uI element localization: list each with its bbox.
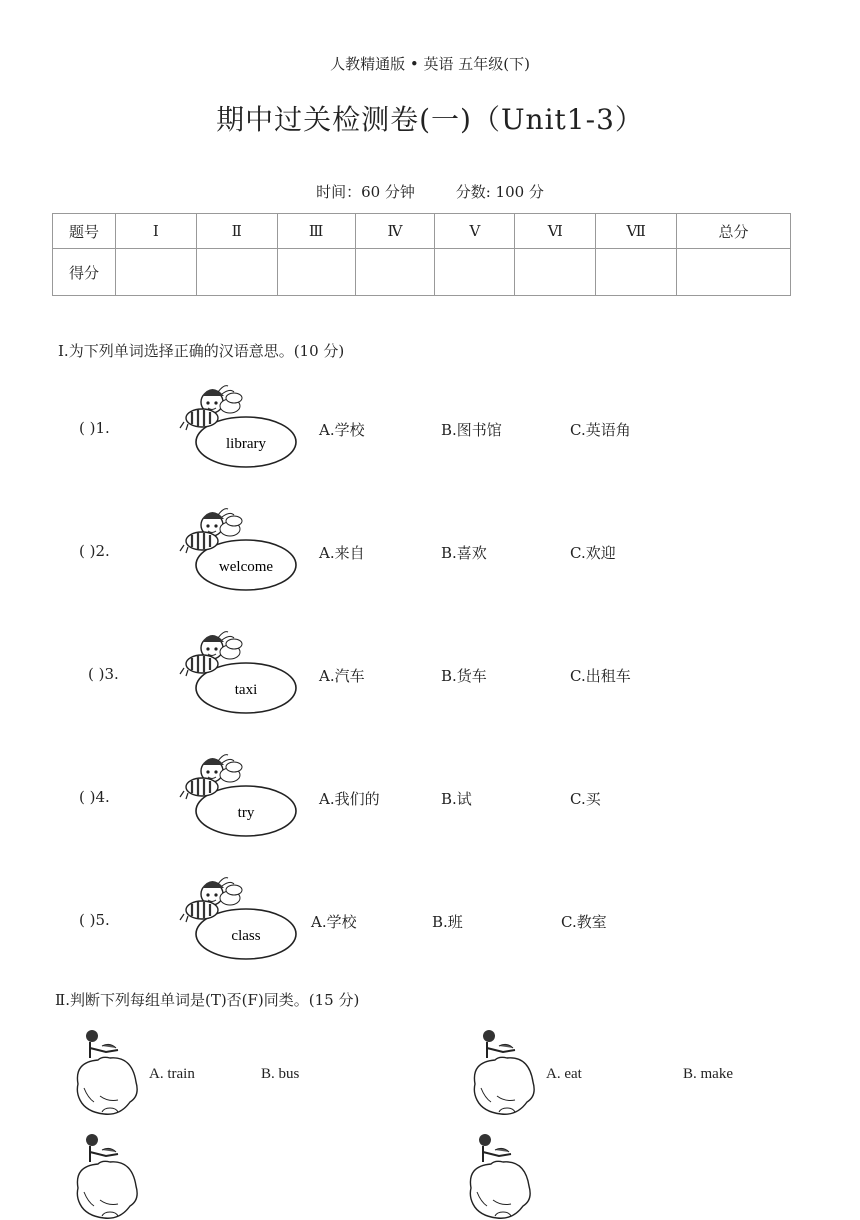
vocab-word: class xyxy=(231,928,261,944)
score-table xyxy=(52,213,791,296)
option-b: B.试 xyxy=(441,790,472,808)
total-score: 分数: 100 分 xyxy=(455,183,544,201)
score-header: Ⅲ xyxy=(277,214,355,249)
score-cell[interactable] xyxy=(435,249,515,296)
score-cell[interactable] xyxy=(355,249,435,296)
answer-blank[interactable]: ( )3. xyxy=(88,665,119,683)
score-header: Ⅳ xyxy=(355,214,435,249)
bee-sign-picture xyxy=(178,630,298,720)
answer-blank[interactable]: ( )2. xyxy=(79,542,110,560)
answer-blank[interactable]: ( )5. xyxy=(79,911,110,929)
score-table-header-row xyxy=(53,214,791,249)
score-header: 题号 xyxy=(53,214,116,249)
score-header: Ⅱ xyxy=(196,214,277,249)
exam-subtitle: 人教精通版 • 英语 五年级(下) xyxy=(330,55,530,73)
score-cell[interactable] xyxy=(196,249,277,296)
option-c: C.英语角 xyxy=(570,421,631,439)
mermaid-shell-picture xyxy=(72,1026,152,1116)
word-option-b: B. bus xyxy=(261,1066,300,1082)
question-row xyxy=(0,876,860,966)
score-header: Ⅶ xyxy=(596,214,677,249)
option-c: C.出租车 xyxy=(570,667,631,685)
bee-sign-picture xyxy=(178,384,298,474)
word-option-a: A. eat xyxy=(546,1066,582,1082)
question-row xyxy=(0,384,860,474)
option-b: B.喜欢 xyxy=(441,544,487,562)
bee-sign-picture xyxy=(178,753,298,843)
time-limit: 时间：60 分钟 xyxy=(316,183,415,201)
answer-blank[interactable]: ( )1. xyxy=(79,419,110,437)
vocab-word: try xyxy=(237,805,255,821)
option-c: C.欢迎 xyxy=(570,544,616,562)
answer-blank[interactable]: ( )4. xyxy=(79,788,110,806)
question-row xyxy=(0,630,860,720)
word-option-a: A. train xyxy=(149,1066,195,1082)
bee-sign-picture xyxy=(178,507,298,597)
question-row xyxy=(0,753,860,843)
score-row-label: 得分 xyxy=(53,249,116,296)
option-b: B.货车 xyxy=(441,667,487,685)
score-cell[interactable] xyxy=(515,249,596,296)
score-cell[interactable] xyxy=(677,249,791,296)
option-b: B.班 xyxy=(432,913,463,931)
vocab-word: library xyxy=(226,436,266,452)
score-header: Ⅴ xyxy=(435,214,515,249)
option-c: C.教室 xyxy=(561,913,607,931)
option-c: C.买 xyxy=(570,790,601,808)
option-a: A.汽车 xyxy=(319,667,365,685)
vocab-word: welcome xyxy=(218,559,274,575)
exam-title: 期中过关检测卷(一)（Unit1-3） xyxy=(216,103,644,136)
score-header: 总分 xyxy=(677,214,791,249)
score-cell[interactable] xyxy=(596,249,677,296)
section1-title: Ⅰ.为下列单词选择正确的汉语意思。(10 分) xyxy=(58,342,345,360)
exam-meta xyxy=(0,181,860,202)
bee-sign-picture xyxy=(178,876,298,966)
option-a: A.学校 xyxy=(311,913,357,931)
word-option-b: B. make xyxy=(683,1066,733,1082)
option-a: A.我们的 xyxy=(319,790,380,808)
mermaid-shell-picture xyxy=(469,1026,549,1116)
score-cell[interactable] xyxy=(277,249,355,296)
question-row xyxy=(0,507,860,597)
score-header: Ⅵ xyxy=(515,214,596,249)
option-a: A.学校 xyxy=(319,421,365,439)
option-b: B.图书馆 xyxy=(441,421,502,439)
score-table-score-row xyxy=(53,249,791,296)
mermaid-shell-picture xyxy=(72,1130,152,1220)
mermaid-shell-picture xyxy=(465,1130,545,1220)
score-header: Ⅰ xyxy=(115,214,196,249)
option-a: A.来自 xyxy=(319,544,365,562)
section2-title: Ⅱ.判断下列每组单词是(T)否(F)同类。(15 分) xyxy=(55,991,360,1009)
vocab-word: taxi xyxy=(234,682,258,698)
score-cell[interactable] xyxy=(115,249,196,296)
